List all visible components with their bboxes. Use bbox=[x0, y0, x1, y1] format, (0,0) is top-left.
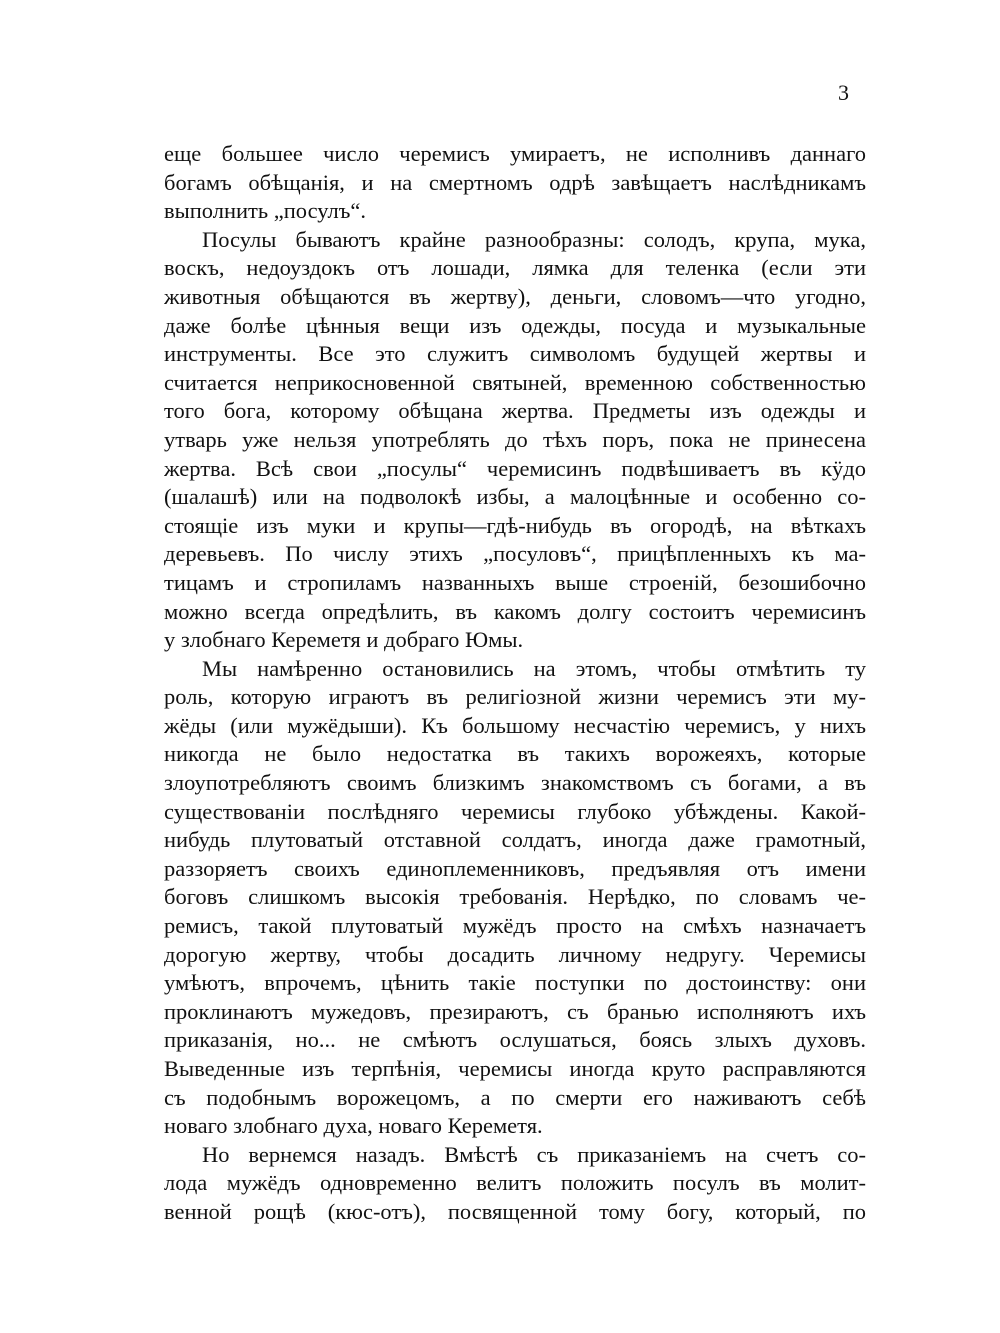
text-line: ремисъ, такой плутоватый мужёдъ просто на смѣхъ назначаетъ bbox=[164, 913, 866, 939]
text-line: лода мужёдъ одновременно велитъ положить посулъ въ молит- bbox=[164, 1170, 866, 1196]
text-line: животныя обѣщаются въ жертву), деньги, словомъ—что угодно, bbox=[164, 283, 866, 309]
text-line: злоупотребляютъ своимъ близкимъ знакомствомъ съ богами, а въ bbox=[164, 770, 866, 796]
text-line: жертва. Всѣ свои „посулы“ черемисинъ подвѣшиваетъ въ кӱдо bbox=[164, 455, 866, 481]
text-line: деревьевъ. По числу этихъ „посуловъ“, прицѣпленныхъ къ ма- bbox=[164, 541, 866, 567]
text-line: раззоряетъ своихъ единоплеменниковъ, предъявляя отъ имени bbox=[164, 855, 866, 881]
text-line: того бога, которому обѣщана жертва. Предметы изъ одежды и bbox=[164, 398, 866, 424]
text-line: воскъ, недоуздокъ отъ лошади, лямка для теленка (если эти bbox=[164, 255, 866, 281]
text-line: Выведенные изъ терпѣнія, черемисы иногда круто расправляются bbox=[164, 1056, 866, 1081]
text-line: проклинаютъ мужедовъ, презираютъ, съ бранью исполняютъ ихъ bbox=[164, 998, 866, 1024]
body-text bbox=[164, 140, 866, 1227]
text-line: приказанія, но... не смѣютъ ослушаться, боясь злыхъ духовъ. bbox=[164, 1027, 866, 1053]
text-line: никогда не было недостатка въ такихъ ворожеяхъ, которые bbox=[164, 741, 866, 767]
text-line: Посулы бываютъ крайне разнообразны: солодъ, крупа, мука, bbox=[202, 226, 866, 252]
text-line: тицамъ и стропиламъ названныхъ выше строеній, безошибочно bbox=[164, 569, 866, 595]
text-line: боговъ слишкомъ высокія требованія. Нерѣдко, по словамъ че- bbox=[164, 884, 866, 910]
text-line: выполнить „посулъ“. bbox=[164, 198, 367, 224]
text-line: (шалашѣ) или на подволокѣ избы, а малоцѣнные и особенно со- bbox=[164, 484, 866, 510]
text-line: считается неприкосновенной святыней, временною собственностью bbox=[164, 369, 866, 395]
text-line: венной рощѣ (кюс-отъ), посвященной тому богу, который, по bbox=[164, 1198, 866, 1224]
text-line: стоящіе изъ муки и крупы—гдѣ-нибудь въ огородѣ, на вѣткахъ bbox=[164, 512, 866, 538]
text-line: нибудь плутоватый отставной солдатъ, иногда даже грамотный, bbox=[164, 827, 866, 853]
text-line: жёды (или мужёдыши). Къ большому несчастію черемисъ, у нихъ bbox=[164, 712, 866, 738]
text-line: можно всегда опредѣлить, въ какомъ долгу состоитъ черемисинъ bbox=[164, 598, 866, 624]
text-line: у злобнаго Кереметя и добраго Юмы. bbox=[164, 627, 524, 653]
text-line: инструменты. Все это служитъ символомъ будущей жертвы и bbox=[164, 341, 866, 367]
text-line: даже болѣе цѣнныя вещи изъ одежды, посуда и музыкальные bbox=[164, 312, 866, 338]
text-line: новаго злобнаго духа, новаго Кереметя. bbox=[164, 1113, 543, 1139]
text-line: умѣютъ, впрочемъ, цѣнить такіе поступки по достоинству: они bbox=[164, 970, 866, 996]
text-line: Мы намѣренно остановились на этомъ, чтобы отмѣтить ту bbox=[202, 655, 866, 681]
text-line: съ подобнымъ ворожецомъ, а по смерти его наживаютъ себѣ bbox=[164, 1084, 866, 1110]
text-line: богамъ обѣщанія, и на смертномъ одрѣ завѣщаетъ наслѣдникамъ bbox=[164, 169, 866, 195]
text-line: существованіи послѣдняго черемисы глубоко убѣждены. Какой- bbox=[164, 798, 866, 824]
text-line: Но вернемся назадъ. Вмѣстѣ съ приказаніемъ на счетъ со- bbox=[202, 1141, 866, 1167]
text-line: роль, которую играютъ въ религіозной жизни черемисъ эти му- bbox=[164, 684, 866, 710]
page-number: 3 bbox=[838, 80, 849, 105]
text-line: еще большее число черемисъ умираетъ, не исполнивъ даннаго bbox=[164, 141, 866, 166]
text-line: утварь уже нельзя употреблять до тѣхъ поръ, пока не принесена bbox=[164, 426, 866, 452]
text-line: дорогую жертву, чтобы досадить личному недругу. Черемисы bbox=[164, 941, 866, 967]
